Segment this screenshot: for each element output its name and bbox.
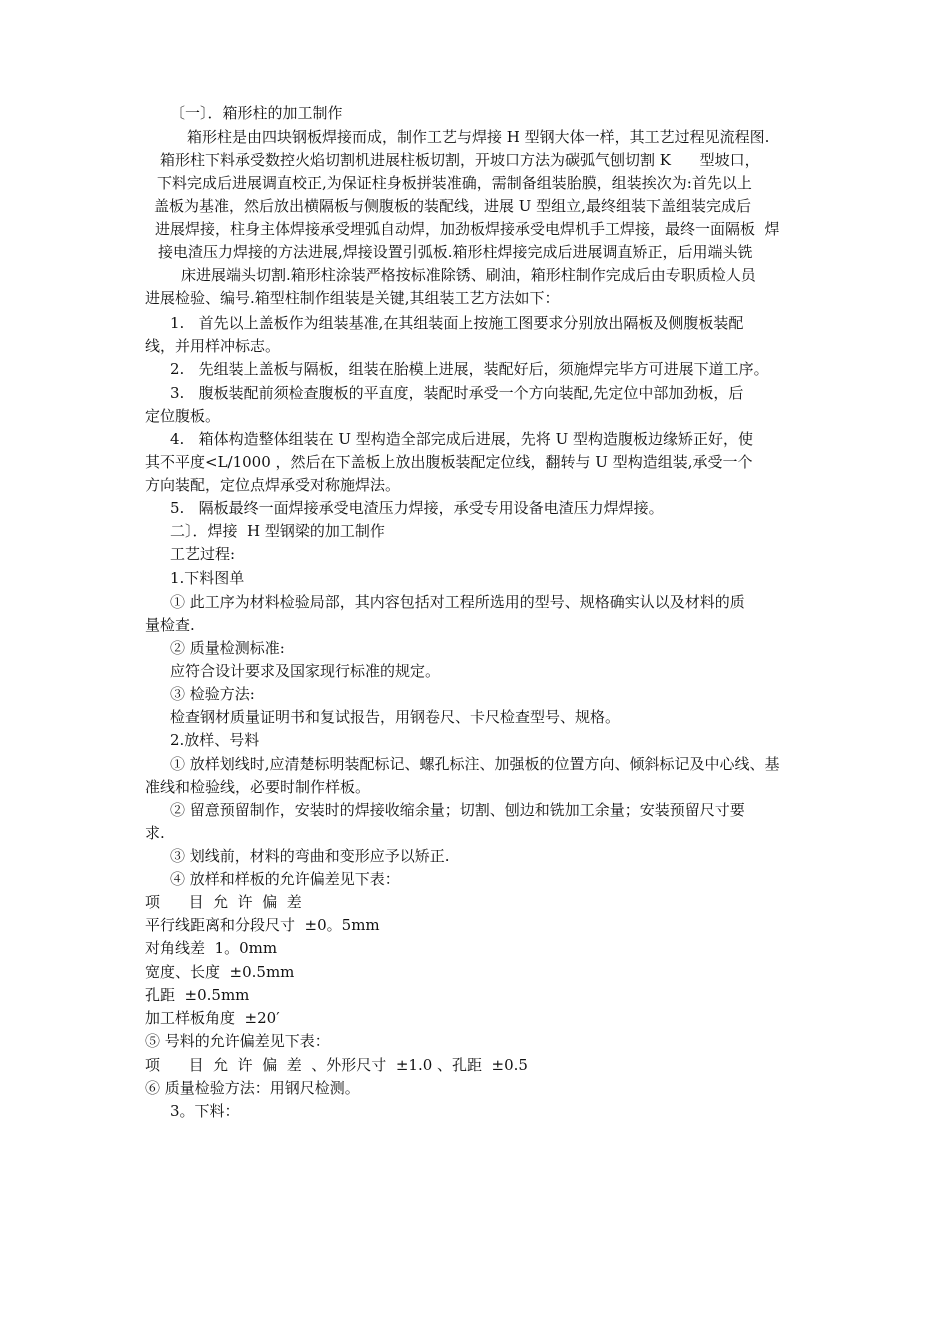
paragraph-line: ④ 放样和样板的允许偏差见下表： xyxy=(170,870,400,888)
paragraph-line: 接电渣压力焊接的方法进展,焊接设置引弧板.箱形柱焊接完成后进展调直矫正，后用端头铣 xyxy=(158,243,753,261)
tolerance-row: 宽度、长度 ±0.5mm xyxy=(145,963,295,981)
tolerance-table-header: 项 目 允 许 偏 差 xyxy=(145,893,302,911)
paragraph-line: 箱形柱下料承受数控火焰切割机进展柱板切割，开坡口方法为碳弧气刨切割 K 型坡口， xyxy=(160,151,760,169)
paragraph-line: ③ 检验方法: xyxy=(170,685,255,703)
list-item-3: 3. 腹板装配前须检查腹板的平直度，装配时承受一个方向装配,先定位中部加劲板，后 xyxy=(170,384,744,402)
tolerance-row: 项 目 允 许 偏 差 、外形尺寸 ±1.0 、孔距 ±0.5 xyxy=(145,1056,528,1074)
tolerance-row: 对角线差 1。0mm xyxy=(145,939,278,957)
subheading-layout-marking: 2.放样、号料 xyxy=(170,731,260,749)
paragraph-line: ② 质量检测标准: xyxy=(170,639,285,657)
paragraph-line: 准线和检验线，必要时制作样板。 xyxy=(145,778,371,796)
list-item-3-cont: 定位腹板。 xyxy=(145,407,221,425)
list-item-2: 2. 先组装上盖板与隔板，组装在胎模上进展，装配好后，须施焊完毕方可进展下道工序。 xyxy=(170,360,769,378)
section-heading-box-column: 〔一〕．箱形柱的加工制作 xyxy=(170,104,343,122)
paragraph-line: ⑤ 号料的允许偏差见下表： xyxy=(145,1032,330,1050)
tolerance-row: 加工样板角度 ±20′ xyxy=(145,1009,280,1027)
paragraph-line: 求. xyxy=(145,824,165,842)
paragraph-line: 床进展端头切割.箱形柱涂装严格按标准除锈、刷油，箱形柱制作完成后由专职质检人员 xyxy=(181,266,756,284)
paragraph-line: ① 放样划线时,应清楚标明装配标记、螺孔标注、加强板的位置方向、倾斜标记及中心线、基 xyxy=(170,755,780,773)
paragraph-line: 进展检验、编号.箱型柱制作组装是关键,其组装工艺方法如下： xyxy=(145,289,560,307)
paragraph-line: ① 此工序为材料检验局部，其内容包括对工程所选用的型号、规格确实认以及材料的质 xyxy=(170,593,745,611)
paragraph-line: 下料完成后进展调直校正,为保证柱身板拼装准确，需制备组装胎膜，组装挨次为:首先以上 xyxy=(157,174,752,192)
list-item-1-cont: 线，并用样冲标志。 xyxy=(145,337,281,355)
paragraph-line: 进展焊接，柱身主体焊接承受埋弧自动焊，加劲板焊接承受电焊机手工焊接，最终一面隔板 焊 xyxy=(155,220,780,238)
paragraph-line: ② 留意预留制作，安装时的焊接收缩余量；切割、刨边和铣加工余量；安装预留尺寸要 xyxy=(170,801,745,819)
paragraph-line: ⑥ 质量检验方法：用钢尺检测。 xyxy=(145,1079,360,1097)
list-item-4-cont: 其不平度<L/1000 ，然后在下盖板上放出腹板装配定位线，翻转与 U 型构造组装,承受一个 xyxy=(145,453,753,471)
subheading-cutting: 3。下料： xyxy=(170,1102,240,1120)
section-heading-h-beam: 二〕．焊接 H 型钢梁的加工制作 xyxy=(170,522,385,540)
list-item-4: 4. 箱体构造整体组装在 U 型构造全部完成后进展，先将 U 型构造腹板边缘矫正好，使 xyxy=(170,430,753,448)
paragraph-line: ③ 划线前，材料的弯曲和变形应予以矫正. xyxy=(170,847,450,865)
paragraph-line: 检查钢材质量证明书和复试报告，用钢卷尺、卡尺检查型号、规格。 xyxy=(170,708,621,726)
subheading-cutting-list: 1.下料图单 xyxy=(170,569,245,587)
paragraph-line: 应符合设计要求及国家现行标准的规定。 xyxy=(170,662,441,680)
tolerance-row: 孔距 ±0.5mm xyxy=(145,986,250,1004)
tolerance-row: 平行线距离和分段尺寸 ±0。5mm xyxy=(145,916,380,934)
paragraph-line: 量检查. xyxy=(145,616,195,634)
paragraph-line: 箱形柱是由四块钢板焊接而成，制作工艺与焊接 H 型钢大体一样，其工艺过程见流程图. xyxy=(187,128,770,146)
list-item-4-cont: 方向装配，定位点焊承受对称施焊法。 xyxy=(145,476,401,494)
list-item-1: 1. 首先以上盖板作为组装基准,在其组装面上按施工图要求分别放出隔板及侧腹板装配 xyxy=(170,314,744,332)
list-item-5: 5. 隔板最终一面焊接承受电渣压力焊接，承受专用设备电渣压力焊焊接。 xyxy=(170,499,664,517)
paragraph-line: 工艺过程: xyxy=(170,545,236,563)
paragraph-line: 盖板为基准，然后放出横隔板与侧腹板的装配线，进展 U 型组立,最终组装下盖组装完成后 xyxy=(154,197,751,215)
